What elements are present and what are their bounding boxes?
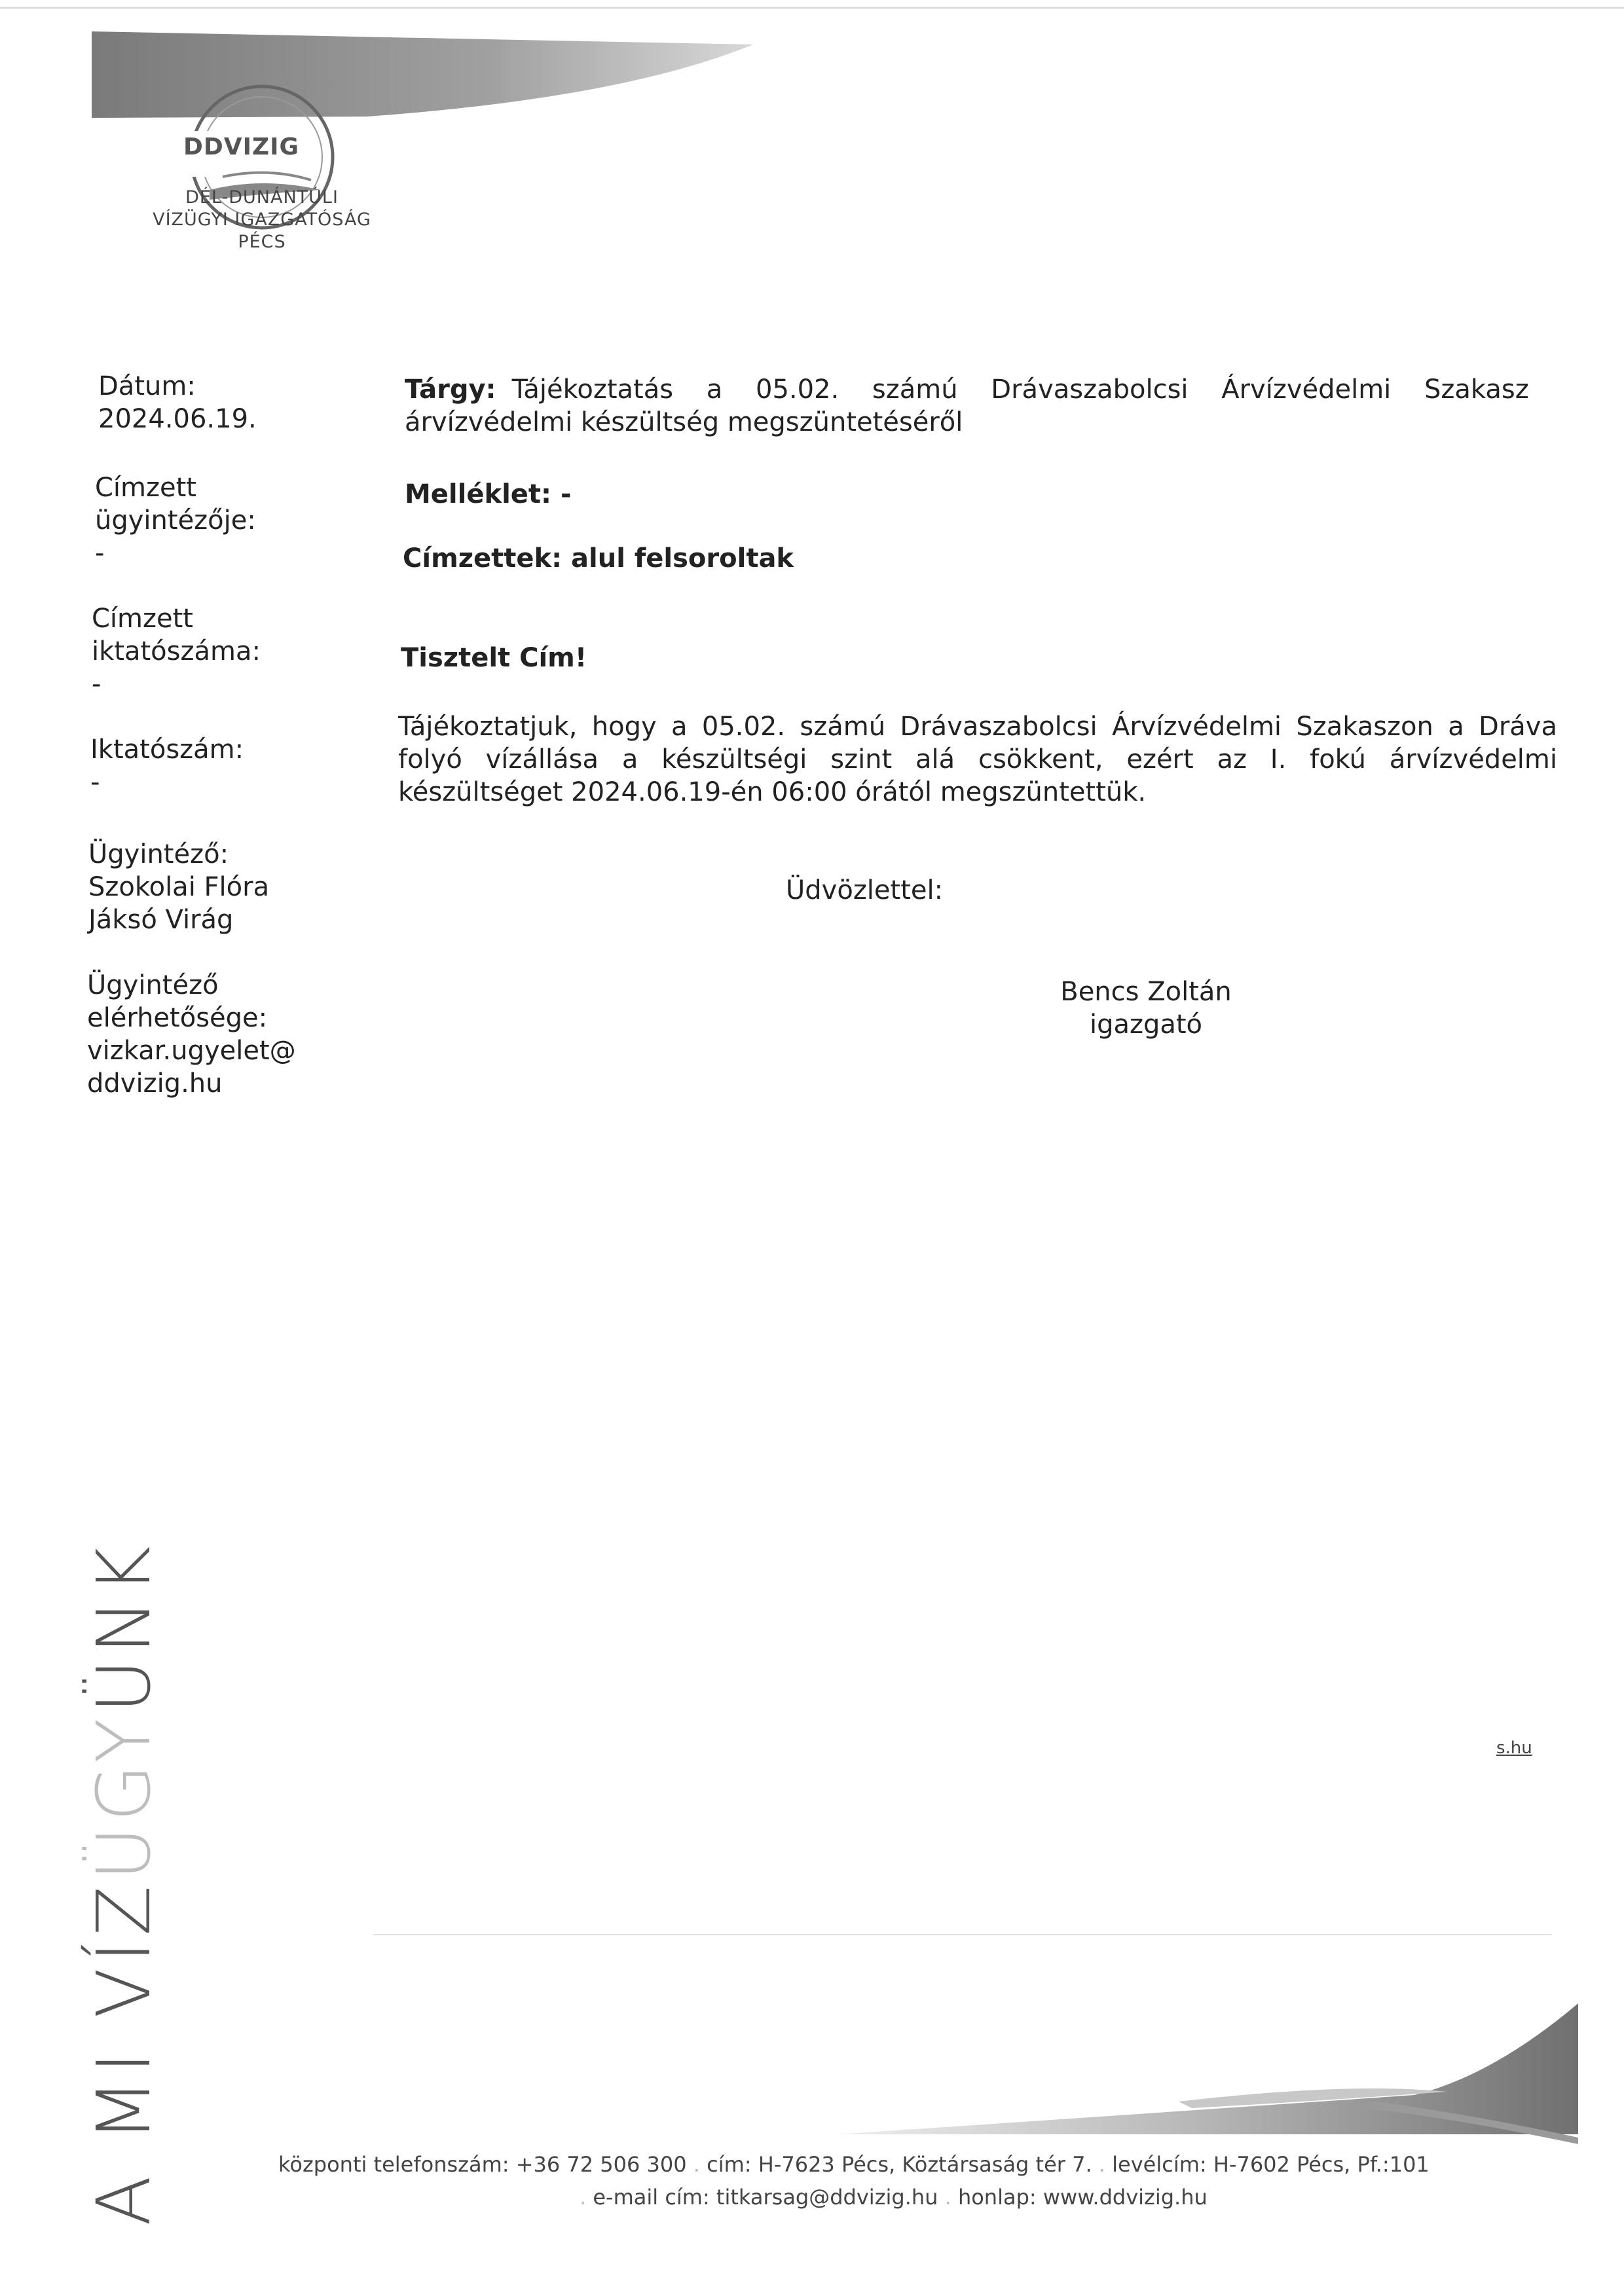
org-name — [85, 187, 439, 253]
attachment-line: Melléklet: - — [405, 479, 572, 509]
faint-rule — [373, 1931, 1617, 1938]
sidebar-contact: Ügyintéző elérhetősége: vizkar.ugyelet@ ddvizig.hu — [87, 970, 296, 1099]
slogan-part-3: ÜNK — [82, 1540, 167, 1713]
footer-line-2: . e-mail cím: titkarsag@ddvizig.hu . honlap: www.ddvizig.hu — [580, 2185, 1208, 2210]
sidebar-case-officer: Címzett ügyintézője: - — [95, 473, 256, 568]
subject-block — [405, 373, 1567, 439]
subject-line-1: Tájékoztatás a 05.02. számú Drávaszabolcsi Árvízvédelmi Szakasz — [511, 374, 1529, 405]
footer-address: cím: H-7623 Pécs, Köztársaság tér 7. — [707, 2152, 1092, 2177]
body-line-1: Tájékoztatjuk, hogy a 05.02. számú Drávaszabolcsi Árvízvédelmi Szakaszon a Dráva — [398, 712, 1557, 742]
slogan-part-2: ÜGY — [82, 1713, 167, 1881]
slogan-part-1: A MI VÍZ — [82, 1880, 167, 2226]
stray-text: s.hu — [1496, 1738, 1532, 1758]
org-name-line-2: VÍZÜGYI IGAZGATÓSÁG — [153, 210, 371, 230]
subject-label: Tárgy: — [405, 374, 496, 405]
letter-body — [398, 710, 1557, 809]
recipients-line: Címzettek: alul felsoroltak — [403, 543, 794, 574]
signer-title: igazgató — [1089, 1010, 1203, 1040]
footer-email: e-mail cím: titkarsag@ddvizig.hu — [593, 2185, 938, 2210]
signature-block — [995, 975, 1297, 1041]
logo-wordmark: DDVIZIG — [183, 134, 300, 160]
sidebar-date: Dátum: 2024.06.19. — [98, 371, 257, 434]
footer-website: honlap: www.ddvizig.hu — [957, 2185, 1208, 2210]
org-name-line-3: PÉCS — [238, 232, 286, 252]
salutation: Tisztelt Cím! — [401, 643, 587, 673]
footer-wave-graphic — [786, 2003, 1624, 2154]
subject-line-2: árvízvédelmi készültség megszüntetéséről — [405, 407, 963, 437]
closing: Üdvözlettel: — [786, 875, 944, 905]
footer-line-1: központi telefonszám: +36 72 506 300 . cím: H-7623 Pécs, Köztársaság tér 7. . levélcím: H-7602 Pécs, Pf.:101 — [278, 2152, 1430, 2177]
org-name-line-1: DÉL-DUNÁNTÚLI — [185, 187, 339, 208]
body-line-2: folyó vízállása a készültségi szint alá csökkent, ezért az I. fokú árvízvédelmi — [398, 744, 1557, 774]
signer-name: Bencs Zoltán — [1060, 977, 1232, 1007]
sidebar-officer: Ügyintéző: Szokolai Flóra Jáksó Virág — [88, 839, 270, 935]
sidebar-ref-number: Iktatószám: - — [90, 735, 244, 797]
footer-post-address: levélcím: H-7602 Pécs, Pf.:101 — [1112, 2152, 1430, 2177]
body-line-3: készültséget 2024.06.19-én 06:00 órától megszüntettük. — [398, 777, 1147, 807]
sidebar-recipient-ref: Címzett iktatószáma: - — [92, 604, 261, 699]
footer-phone: központi telefonszám: +36 72 506 300 — [278, 2152, 687, 2177]
vertical-slogan — [82, 1440, 167, 2226]
